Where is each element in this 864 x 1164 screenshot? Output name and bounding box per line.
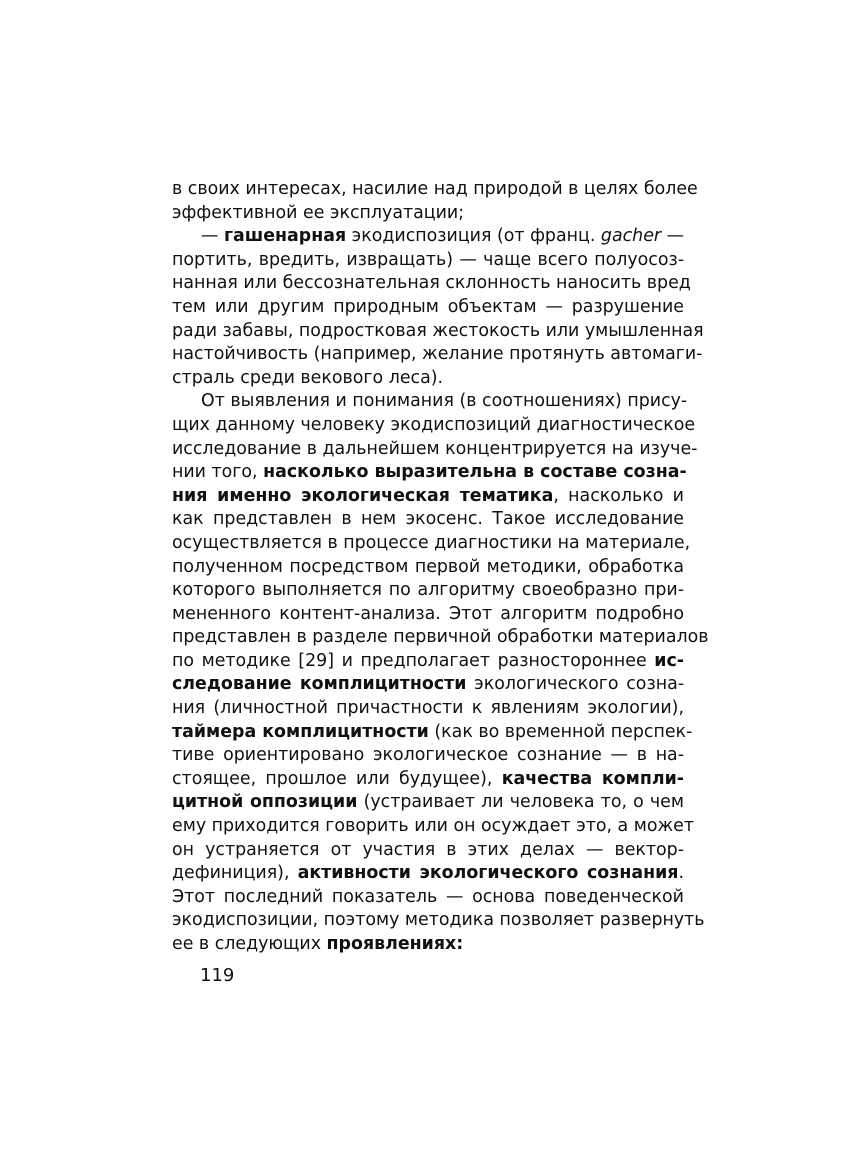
- text-line: [172, 367, 684, 391]
- text-segment: ее в следующих: [172, 934, 327, 954]
- text-segment: ему приходится говорить или он осуждает это, а может: [172, 816, 694, 837]
- text-line: [172, 414, 696, 438]
- text-segment: настойчивость (например, желание протянуть автомаги-: [172, 344, 703, 365]
- text-segment: портить, вредить, извращать) — чаще всего полуосоз-: [172, 249, 684, 270]
- page-number: 119: [200, 965, 235, 986]
- text-segment: как представлен в нем экосенс. Такое исследование: [172, 509, 684, 530]
- text-segment: щих данному человеку экодиспозиций диагностическое: [172, 414, 696, 435]
- text-segment: .: [678, 863, 684, 884]
- text-line: [172, 438, 698, 462]
- text-segment: по методике [29] и предполагает разностороннее: [172, 650, 655, 671]
- text-line: [172, 744, 684, 768]
- text-line: [172, 815, 694, 839]
- text-line: [172, 839, 684, 863]
- text-line: [172, 673, 684, 697]
- text-segment: (устраивает ли человека то, о чем: [357, 792, 684, 813]
- text-line: [172, 791, 684, 815]
- text-segment: представлен в разделе первичной обработки материалов: [172, 627, 709, 648]
- text-line: [172, 626, 709, 650]
- text-segment: Этот последний показатель — основа поведенческой: [172, 886, 684, 907]
- text-line: [172, 556, 684, 580]
- paragraph: [172, 225, 704, 390]
- text-line: [172, 320, 704, 344]
- text-line: [172, 721, 693, 745]
- bold-term: ния именно экологическая тематика: [172, 485, 554, 506]
- text-segment: ния (личностной причастности к явлениям экологии),: [172, 698, 684, 719]
- text-line: [172, 933, 684, 957]
- text-segment: экодиспозиции, поэтому методика позволяет развернуть: [172, 910, 705, 931]
- italic-term: gacher: [600, 226, 662, 247]
- bold-term: следование комплицитности: [172, 674, 467, 695]
- text-segment: —: [661, 226, 684, 247]
- paragraph: [172, 178, 698, 225]
- text-segment: ради забавы, подростковая жестокость или умышленная: [172, 320, 704, 341]
- text-segment: нанная или бессознательная склонность наносить вред: [172, 273, 691, 294]
- text-line: [172, 249, 684, 273]
- text-segment: тем или другим природным объектам — разрушение: [172, 296, 684, 317]
- text-segment: экологического созна-: [466, 674, 684, 695]
- text-segment: , насколько и: [553, 485, 684, 506]
- text-line: [172, 272, 691, 296]
- text-segment: страль среди векового леса).: [172, 367, 444, 388]
- text-segment: тиве ориентировано экологическое сознание — в на-: [172, 745, 684, 766]
- text-segment: он устраняется от участия в этих делах — вектор-: [172, 839, 684, 860]
- text-segment: которого выполняется по алгоритму своеобразно при-: [172, 580, 684, 601]
- text-segment: От выявления и понимания (в соотношениях) прису-: [201, 391, 688, 412]
- text-line: [172, 178, 698, 202]
- text-segment: нии того,: [172, 462, 264, 483]
- text-segment: эффективной ее эксплуатации;: [172, 202, 465, 223]
- text-line: [172, 579, 684, 603]
- text-segment: мененного контент-анализа. Этот алгоритм подробно: [172, 603, 684, 624]
- text-segment: дефиниция),: [172, 863, 298, 884]
- text-line: [172, 461, 687, 485]
- text-line: [172, 296, 684, 320]
- text-line: [172, 862, 684, 886]
- paragraph: [172, 390, 709, 956]
- text-segment: стоящее, прошлое или будущее),: [172, 768, 502, 789]
- text-line: [172, 225, 684, 249]
- bold-term: цитной оппозиции: [172, 792, 358, 813]
- text-segment: полученном посредством первой методики, обработка: [172, 556, 684, 577]
- bold-term: ис-: [654, 650, 684, 671]
- text-segment: осуществляется в процессе диагностики на материале,: [172, 532, 691, 553]
- text-segment: (как во временной перспек-: [428, 721, 693, 742]
- bold-term: таймера комплицитности: [172, 721, 429, 742]
- text-line: [172, 650, 684, 674]
- page-body: [172, 178, 709, 957]
- text-line: [172, 508, 684, 532]
- text-line: [172, 202, 684, 226]
- text-line: [172, 603, 684, 627]
- text-segment: экодиспозиция (от франц.: [346, 226, 601, 247]
- bold-term: активности экологического сознания: [297, 863, 679, 884]
- text-segment: исследование в дальнейшем концентрируется на изуче-: [172, 438, 698, 459]
- text-line: [172, 390, 688, 414]
- bold-term: насколько выразительна в составе созна-: [263, 462, 687, 483]
- text-line: [172, 886, 684, 910]
- text-line: [172, 343, 703, 367]
- text-line: [172, 532, 691, 556]
- bold-term: качества компли-: [501, 768, 684, 789]
- text-line: [172, 768, 684, 792]
- text-line: [172, 697, 684, 721]
- text-segment: в своих интересах, насилие над природой в целях более: [172, 179, 698, 199]
- bold-term: гашенарная: [223, 226, 347, 247]
- bold-term: проявлениях:: [326, 934, 464, 954]
- text-segment: —: [201, 226, 224, 247]
- text-line: [172, 909, 705, 933]
- text-line: [172, 485, 684, 509]
